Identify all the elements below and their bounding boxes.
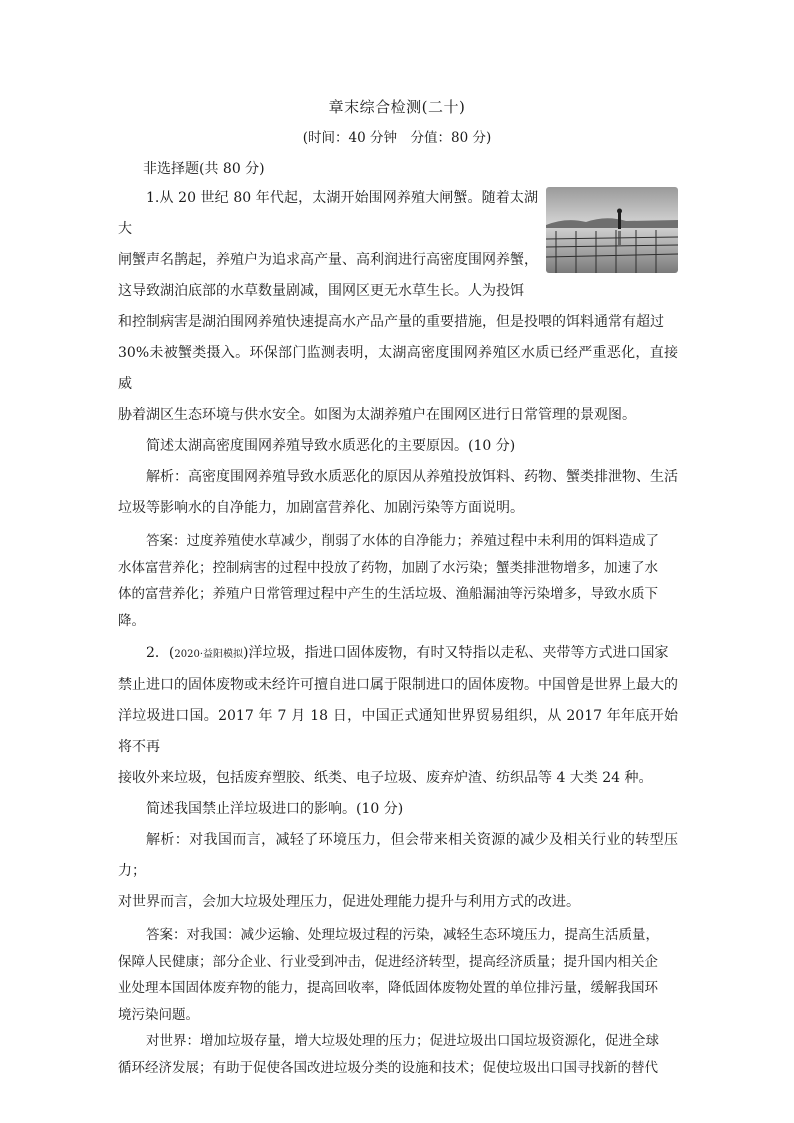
q1-answer [118, 528, 678, 634]
q1-line: 30%未被蟹类摄入。环保部门监测表明，太湖高密度围网养殖区水质已经严重恶化，直接威 [118, 345, 678, 392]
section-heading: 非选择题(共 80 分) [143, 161, 265, 177]
q1-answer-line: 水体富营养化；控制病害的过程中投放了药物，加剧了水污染；蟹类排泄物增多，加速了水 [118, 559, 658, 576]
q1-question: 简述太湖高密度围网养殖导致水质恶化的主要原因。(10 分) [146, 438, 516, 454]
page-title: 章末综合检测(二十) [328, 98, 466, 116]
q2-source: 2020·益阳模拟 [174, 649, 244, 660]
q2-answer [118, 922, 678, 1081]
question-2 [118, 638, 678, 1081]
q1-analysis: 解析：高密度围网养殖导致水质恶化的原因从养殖投放饵料、药物、蟹类排泄物、生活 [146, 469, 678, 485]
q2-answer-line: 业处理本国固体废弃物的能力，提高回收率，降低固体废物处置的单位排污量，缓解我国环 [118, 980, 658, 996]
q1-line: 胁着湖区生态环境与供水安全。如图为太湖养殖户在围网区进行日常管理的景观图。 [118, 407, 636, 423]
q2-answer-line: 对世界：增加垃圾存量，增大垃圾处理的压力；促进垃圾出口国垃圾资源化，促进全球 [146, 1033, 659, 1049]
q2-number: 2．( [146, 645, 175, 661]
q1-line: 和控制病害是湖泊围网养殖快速提高水产品产量的重要措施，但是投喂的饵料通常有超过 [118, 314, 664, 330]
q2-line: 接收外来垃圾，包括废弃塑胶、纸类、电子垃圾、废弃炉渣、纺织品等 4 大类 24 种。 [118, 770, 653, 786]
q1-answer-line: 降。 [118, 612, 145, 629]
exam-meta: (时间：40 分钟 分值：80 分) [302, 130, 492, 146]
q2-line: 禁止进口的固体废物或未经许可擅自进口属于限制进口的固体废物。中国曾是世界上最大的 [118, 677, 678, 693]
q2-answer-line: 境污染问题。 [118, 1006, 199, 1023]
q2-question: 简述我国禁止洋垃圾进口的影响。(10 分) [146, 801, 404, 817]
q1-answer-line: 答案：过度养殖使水草减少，削弱了水体的自净能力；养殖过程中未利用的饵料造成了 [146, 533, 659, 549]
q2-lead-text: )洋垃圾，指进口固体废物，有时又特指以走私、夹带等方式进口国家 [243, 645, 669, 661]
question-1 [118, 183, 678, 1081]
q2-analysis: 解析：对我国而言，减轻了环境压力，但会带来相关资源的减少及相关行业的转型压力； [118, 832, 678, 879]
q1-analysis: 垃圾等影响水的自净能力，加剧富营养化、加剧污染等方面说明。 [118, 500, 524, 516]
q2-answer-line: 答案：对我国：减少运输、处理垃圾过程的污染，减轻生态环境压力，提高生活质量， [146, 927, 659, 943]
q2-answer-line: 循环经济发展；有助于促使各国改进垃圾分类的设施和技术；促使垃圾出口国寻找新的替代 [118, 1059, 658, 1076]
q1-line: 这导致湖泊底部的水草数量剧减，围网区更无水草生长。人为投饵 [118, 283, 524, 299]
q2-lead [118, 638, 678, 670]
q2-line: 洋垃圾进口国。2017 年 7 月 18 日，中国正式通知世界贸易组织，从 2017 年年底开始将不再 [118, 708, 678, 755]
q1-answer-line: 体的富营养化；养殖户日常管理过程中产生的生活垃圾、渔船漏油等污染增多，导致水质下 [118, 586, 658, 602]
q2-analysis: 对世界而言，会加大垃圾处理压力，促进处理能力提升与利用方式的改进。 [118, 894, 580, 910]
q1-line: 1.从 20 世纪 80 年代起，太湖开始围网养殖大闸蟹。随着太湖大 [118, 190, 538, 237]
q2-answer-line: 保障人民健康；部分企业、行业受到冲击，促进经济转型，提高经济质量；提升国内相关企 [118, 953, 658, 970]
q1-line: 闸蟹声名鹊起，养殖户为追求高产量、高利润进行高密度围网养蟹， [118, 252, 538, 268]
